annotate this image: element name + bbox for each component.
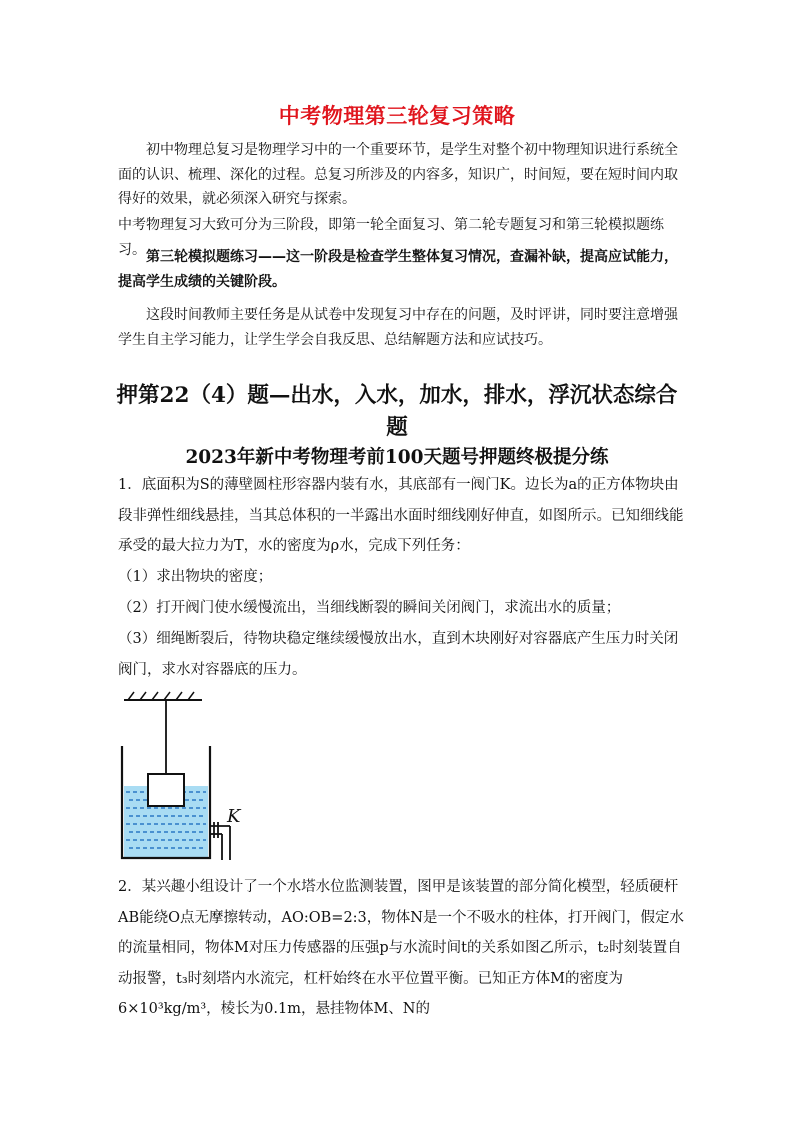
question-1-task-1: （1）求出物块的密度； bbox=[118, 569, 273, 585]
intro-paragraph-4: 这段时间教师主要任务是从试卷中发现复习中存在的问题，及时评讲，同时要注意增强学生自主学习能力，让学生学会自我反思、总结解题方法和应试技巧。 bbox=[118, 307, 678, 348]
section-subheading: 2023年新中考物理考前100天题号押题终极提分练 bbox=[185, 447, 609, 468]
question-1-task-3: （3）细绳断裂后，待物块稳定继续缓慢放出水，直到木块刚好对容器底产生压力时关闭阀门，求水对容器底的压力。 bbox=[118, 631, 679, 678]
intro-paragraph-3: 第三轮模拟题练习——这一阶段是检查学生整体复习情况，查漏补缺，提高应试能力，提高学生成绩的关键阶段。 bbox=[118, 249, 678, 290]
cube-block bbox=[148, 774, 184, 806]
intro-paragraph-2: 中考物理复习大致可分为三阶段，即第一轮全面复习、第二轮专题复习和第三轮模拟题练习。 bbox=[118, 217, 664, 258]
intro-paragraph-1: 初中物理总复习是物理学习中的一个重要环节，是学生对整个初中物理知识进行系统全面的认识、梳理、深化的过程。总复习所涉及的内容多，知识广，时间短，要在短时间内取得好的效果，就必须深入研究与探索。 bbox=[118, 142, 678, 207]
section-heading: 押第22（4）题—出水，入水，加水，排水，浮沉状态综合题 bbox=[116, 383, 678, 440]
valve-label: K bbox=[227, 806, 241, 827]
valve-pipe bbox=[210, 822, 230, 860]
ceiling-hatch bbox=[128, 692, 194, 700]
container-diagram bbox=[110, 688, 250, 868]
question-2-text: 2．某兴趣小组设计了一个水塔水位监测装置，图甲是该装置的部分简化模型，轻质硬杆AB能绕O点无摩擦转动，AO:OB=2:3，物体N是一个不吸水的柱体，打开阀门，假定水的流量相同，物体M对压力传感器的压强p与水流时间t的关系如图乙所示，t₂时刻装置自动报警，t₃时刻塔内水流完，杠杆始终在水平位置平衡。已知正方体M的密度为6×10³kg/m³，棱长为0.1m，悬挂物体M、N的 bbox=[118, 879, 684, 1018]
question-1-stem: 1．底面积为S的薄壁圆柱形容器内装有水，其底部有一阀门K。边长为a的正方体物块由段非弹性细线悬挂，当其总体积的一半露出水面时细线刚好伸直，如图所示。已知细线能承受的最大拉力为T，水的密度为ρ水，完成下列任务： bbox=[118, 477, 684, 555]
page-title: 中考物理第三轮复习策略 bbox=[278, 104, 516, 128]
question-1-task-2: （2）打开阀门使水缓慢流出，当细线断裂的瞬间关闭阀门，求流出水的质量； bbox=[118, 600, 621, 616]
